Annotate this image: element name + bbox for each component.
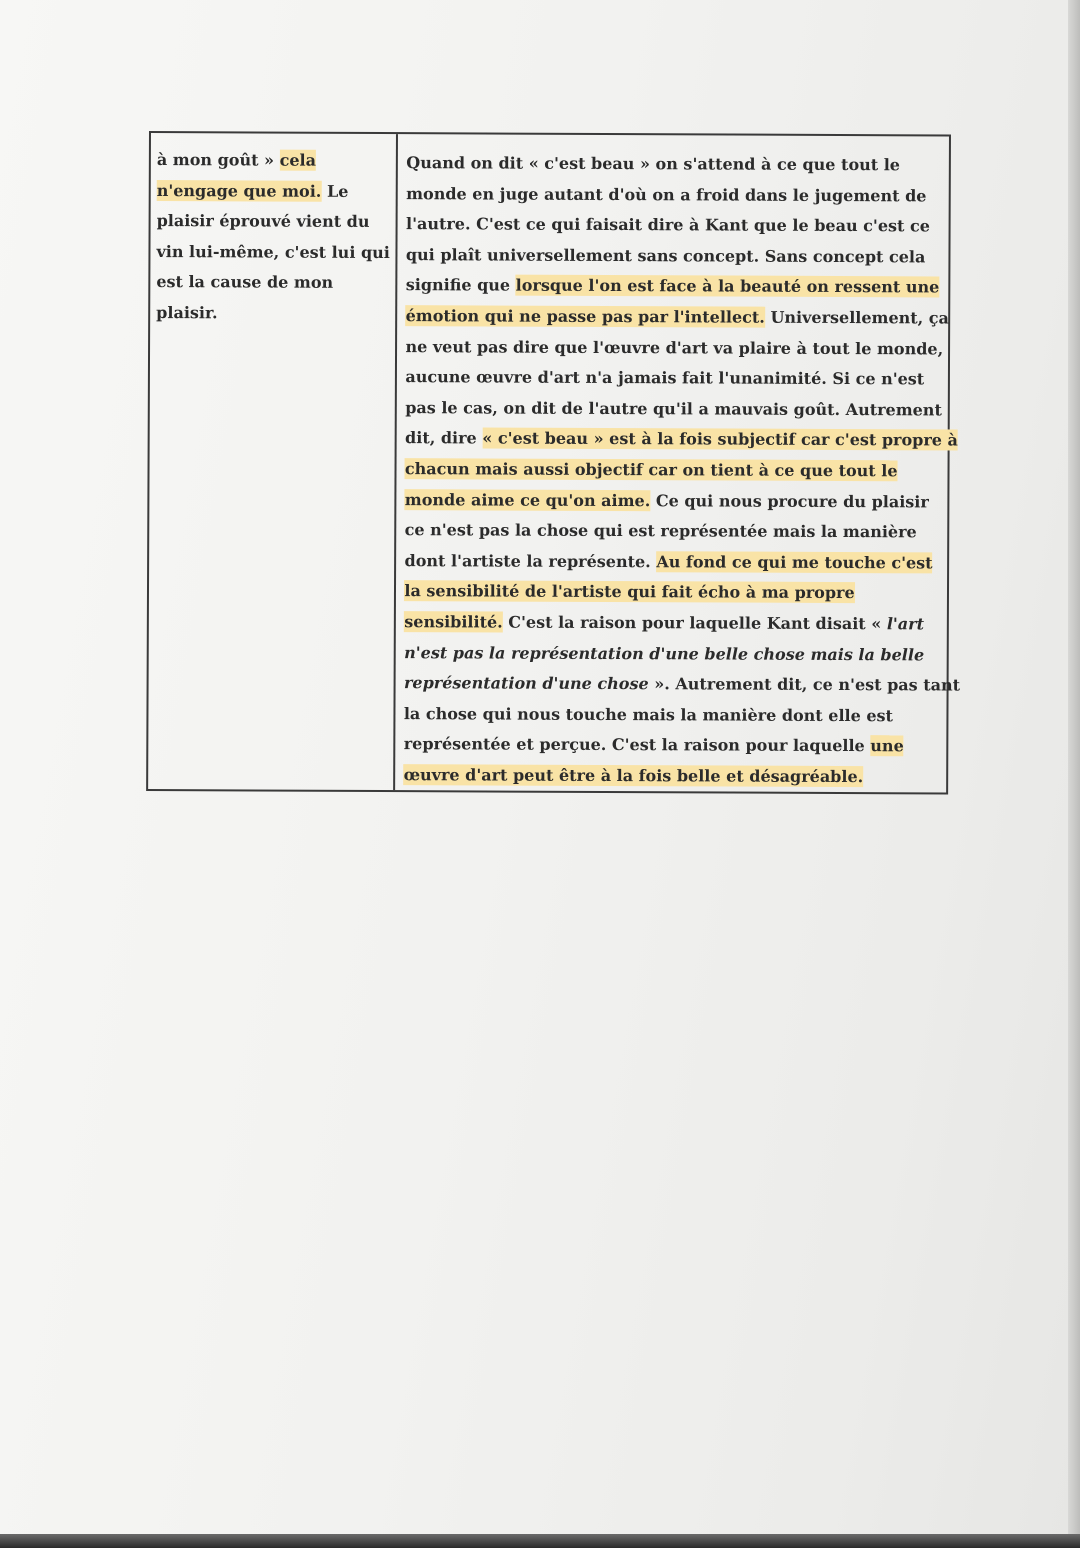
highlighted-text: émotion qui ne passe pas par l'intellect. (405, 306, 765, 327)
text-segment: ce n'est pas la chose qui est représentée mais la manière (404, 520, 917, 542)
text-segment: aucune œuvre d'art n'a jamais fait l'unanimité. Si ce n'est (405, 367, 925, 389)
text-segment: vin lui-même, c'est lui qui (156, 241, 390, 262)
text-line (157, 206, 391, 238)
text-line (405, 423, 961, 456)
text-line (157, 145, 391, 177)
text-segment: est la cause de mon (156, 272, 334, 293)
highlighted-text: n'engage que moi. (156, 180, 322, 201)
text-segment: représentée et perçue. C'est la raison pour laquelle (403, 734, 871, 756)
text-segment: à mon goût » (156, 150, 280, 170)
text-segment: signifie que (405, 275, 516, 295)
text-line (406, 240, 962, 273)
text-segment: Quand on dit « c'est beau » on s'attend à ce que tout le (406, 153, 901, 175)
text-line (405, 393, 961, 426)
table-cell-right (396, 134, 969, 792)
highlighted-text: la sensibilité de l'artiste qui fait écho à ma propre (404, 581, 855, 603)
text-segment: Universellement, ça (764, 307, 949, 328)
text-segment: ». Autrement dit, ce n'est pas tant (648, 674, 961, 695)
highlighted-text: « c'est beau » est à la fois subjectif car c'est propre à (482, 428, 958, 450)
text-line (405, 515, 961, 548)
highlighted-text: une (870, 736, 904, 756)
highlighted-text: Au fond ce qui me touche c'est (656, 551, 933, 573)
text-segment: l'autre. C'est ce qui faisait dire à Kant que le beau c'est ce (405, 214, 930, 236)
text-line (156, 267, 390, 299)
text-line (404, 576, 960, 609)
highlighted-text: sensibilité. (404, 612, 503, 632)
text-segment: la chose qui nous touche mais la manière dont elle est (403, 703, 893, 725)
text-segment: Le (321, 181, 349, 201)
text-segment: dont l'artiste la représente. (404, 550, 657, 571)
highlighted-text: cela (279, 150, 317, 170)
text-segment: dit, dire (405, 428, 483, 448)
text-line (404, 699, 960, 732)
text-line (405, 485, 961, 518)
text-segment: plaisir. (156, 303, 218, 323)
text-line (405, 362, 961, 395)
text-segment: pas le cas, on dit de l'autre qu'il a mauvais goût. Autrement (405, 397, 942, 420)
text-line (406, 270, 962, 303)
text-segment: représentation d'une chose (403, 673, 649, 694)
text-line (405, 332, 961, 365)
text-line (404, 607, 960, 640)
text-segment: C'est la raison pour laquelle Kant disait « (502, 612, 887, 634)
highlighted-text: monde aime ce qu'on aime. (404, 489, 651, 510)
text-segment: plaisir éprouvé vient du (156, 211, 370, 232)
text-segment: l'art (886, 614, 925, 634)
text-line (404, 546, 960, 579)
text-line (405, 454, 961, 487)
text-line (404, 668, 960, 701)
text-segment: n'est pas la représentation d'une belle chose mais la belle (404, 642, 925, 664)
highlighted-text: lorsque l'on est face à la beauté on ressent une (515, 275, 940, 297)
text-line (406, 209, 962, 242)
text-line (406, 148, 962, 181)
text-line (157, 176, 391, 208)
text-segment: Ce qui nous procure du plaisir (650, 490, 929, 511)
text-line (404, 729, 960, 762)
text-segment: monde en juge autant d'où on a froid dans le jugement de (406, 183, 927, 205)
text-segment: qui plaît universellement sans concept. Sans concept cela (405, 244, 926, 267)
text-line (156, 237, 390, 269)
highlighted-text: œuvre d'art peut être à la fois belle et désagréable. (403, 764, 864, 786)
text-line (156, 298, 390, 330)
text-line (404, 760, 960, 793)
table-surface-strip (0, 1534, 1080, 1548)
highlighted-text: chacun mais aussi objectif car on tient à ce que tout le (404, 459, 898, 481)
text-line (406, 179, 962, 212)
text-segment: ne veut pas dire que l'œuvre d'art va plaire à tout le monde, (405, 336, 944, 359)
page-edge-shadow (1068, 0, 1080, 1548)
comparison-table (146, 131, 961, 794)
table-cell-left (148, 133, 398, 790)
text-line (404, 638, 960, 671)
text-line (406, 301, 962, 334)
